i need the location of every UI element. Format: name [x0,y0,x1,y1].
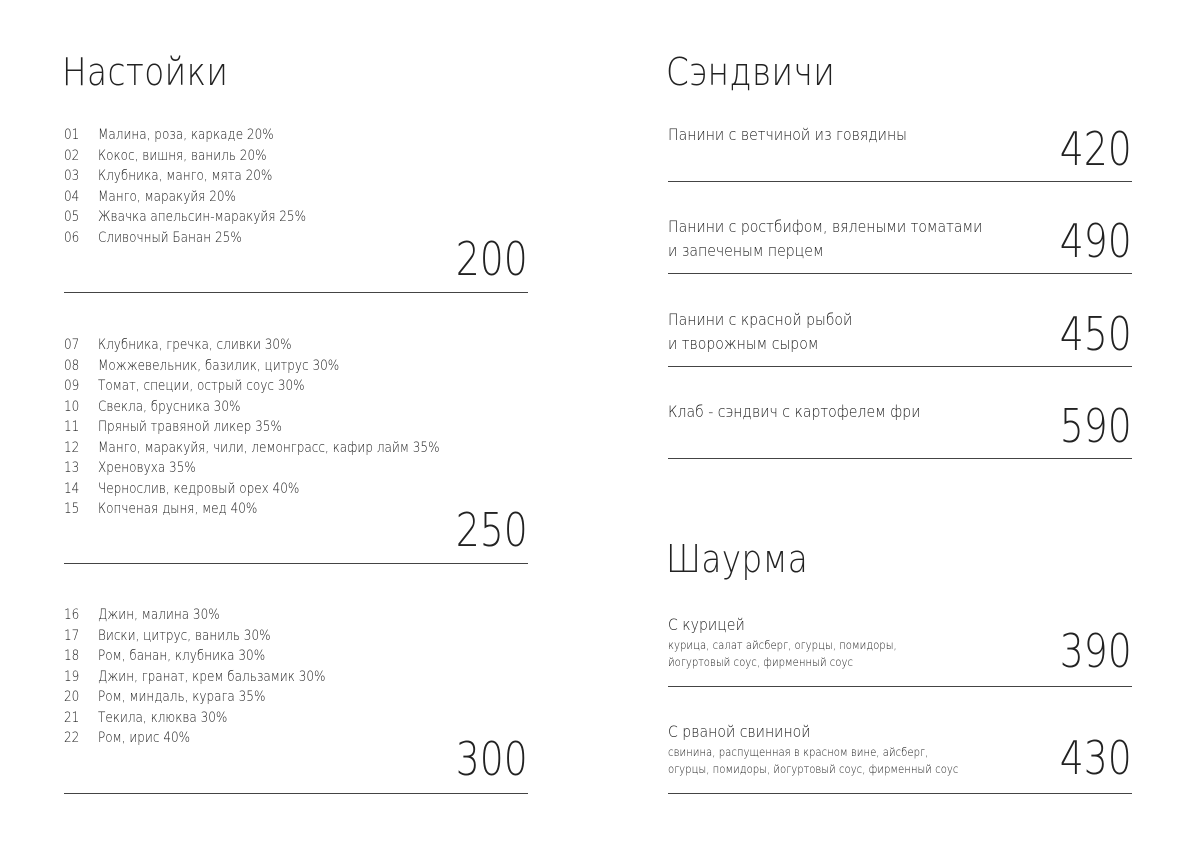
item-name: Манго, маракуйя, чили, лемонграсс, кафир лайм 35% [98,439,440,456]
item-name: Джин, гранат, крем бальзамик 30% [98,668,326,685]
item-name: Свекла, брусника 30% [98,398,241,415]
item-name: Чернослив, кедровый орех 40% [98,480,300,497]
list-item [64,376,528,397]
item-number: 08 [64,357,80,374]
menu-group-2 [64,335,528,563]
menu-row-sandwich [668,123,1132,181]
item-number: 04 [64,188,80,205]
item-number: 16 [64,607,80,623]
divider [64,793,528,794]
divider [668,366,1132,367]
item-name: Джин, малина 30% [98,607,220,623]
item-name: Малина, роза, каркаде 20% [98,127,274,143]
divider [64,292,528,293]
item-name: С курицей [668,615,745,634]
section-title-sandwiches: Сэндвичи [666,50,836,94]
item-price: 590 [1059,399,1132,453]
item-description-line2: йогуртовый соус, фирменный соус [668,655,854,669]
item-price: 490 [1059,214,1132,268]
item-number: 14 [64,480,80,497]
item-name: Жвачка апельсин-маракуйя 25% [98,209,307,225]
menu-row-shawarma [668,613,1132,686]
item-name: Манго, маракуйя 20% [98,188,236,205]
item-number: 10 [64,398,80,415]
group-price: 250 [455,503,528,557]
item-number: 07 [64,337,80,353]
item-name: Можжевельник, базилик, цитрус 30% [98,357,340,374]
item-list [64,125,528,248]
list-item [64,479,528,500]
item-name: Клубника, гречка, сливки 30% [98,337,292,353]
item-name: Томат, специи, острый соус 30% [98,378,305,394]
divider [64,563,528,564]
item-number: 22 [64,730,80,746]
item-price: 390 [1059,624,1132,678]
item-number: 18 [64,648,80,664]
item-description: свинина, распущенная в красном вине, айсберг, [668,745,929,759]
group-price: 200 [455,232,528,286]
list-item [64,356,528,377]
item-description: курица, салат айсберг, огурцы, помидоры, [668,638,897,652]
item-number: 05 [64,209,80,225]
page-title-nastoyki: Настойки [62,50,229,94]
list-item [64,397,528,418]
item-name-line2: и творожным сыром [668,334,819,353]
item-name: Пряный травяной ликер 35% [98,419,282,435]
item-number: 09 [64,378,80,394]
menu-row-sandwich [668,215,1132,273]
list-item [64,146,528,167]
menu-group-3 [64,605,528,793]
item-price: 430 [1059,731,1132,785]
item-name: Кокос, вишня, ваниль 20% [98,147,267,164]
section-title-shawarma: Шаурма [666,537,809,581]
item-name: Копченая дыня, мед 40% [98,501,258,517]
item-name: Ром, ирис 40% [98,730,191,746]
item-name: Панини с ростбифом, вялеными томатами [668,217,983,236]
item-number: 17 [64,627,80,644]
list-item [64,458,528,479]
item-name: Клаб - сэндвич с картофелем фри [668,402,921,421]
item-name: Хреновуха 35% [98,460,196,476]
list-item [64,605,528,626]
item-name: Ром, банан, клубника 30% [98,648,266,664]
item-number: 19 [64,668,80,685]
list-item [64,166,528,187]
menu-row-sandwich [668,308,1132,366]
item-number: 02 [64,147,80,164]
item-name: Клубника, манго, мята 20% [98,168,273,184]
item-name: Виски, цитрус, ваниль 30% [98,627,271,644]
menu-row-shawarma [668,720,1132,793]
list-item [64,687,528,708]
list-item [64,417,528,438]
divider [668,793,1132,794]
divider [668,181,1132,182]
item-price: 420 [1059,122,1132,176]
list-item [64,646,528,667]
list-item [64,708,528,729]
menu-group-1 [64,125,528,293]
list-item [64,207,528,228]
item-name: Текила, клюква 30% [98,709,228,726]
list-item [64,667,528,688]
list-item [64,187,528,208]
item-name-line2: и запеченым перцем [668,241,824,260]
divider [668,686,1132,687]
item-number: 11 [64,419,80,435]
item-price: 450 [1059,307,1132,361]
menu-row-sandwich [668,400,1132,458]
item-number: 03 [64,168,80,184]
item-name: Ром, миндаль, курага 35% [98,689,266,705]
item-description-line2: огурцы, помидоры, йогуртовый соус, фирменный соус [668,762,959,776]
item-name: Сливочный Банан 25% [98,229,242,246]
item-number: 15 [64,501,80,517]
item-number: 20 [64,689,80,705]
group-price: 300 [455,732,528,786]
list-item [64,626,528,647]
item-list [64,335,528,520]
divider [668,458,1132,459]
item-name: Панини с красной рыбой [668,310,853,329]
item-list [64,605,528,749]
item-number: 12 [64,439,80,456]
item-number: 01 [64,127,80,143]
list-item [64,125,528,146]
list-item [64,438,528,459]
item-name: С рваной свининой [668,722,811,741]
item-number: 21 [64,709,80,726]
item-number: 06 [64,229,80,246]
item-number: 13 [64,460,80,476]
item-name: Панини с ветчиной из говядины [668,125,907,144]
divider [668,273,1132,274]
list-item [64,335,528,356]
